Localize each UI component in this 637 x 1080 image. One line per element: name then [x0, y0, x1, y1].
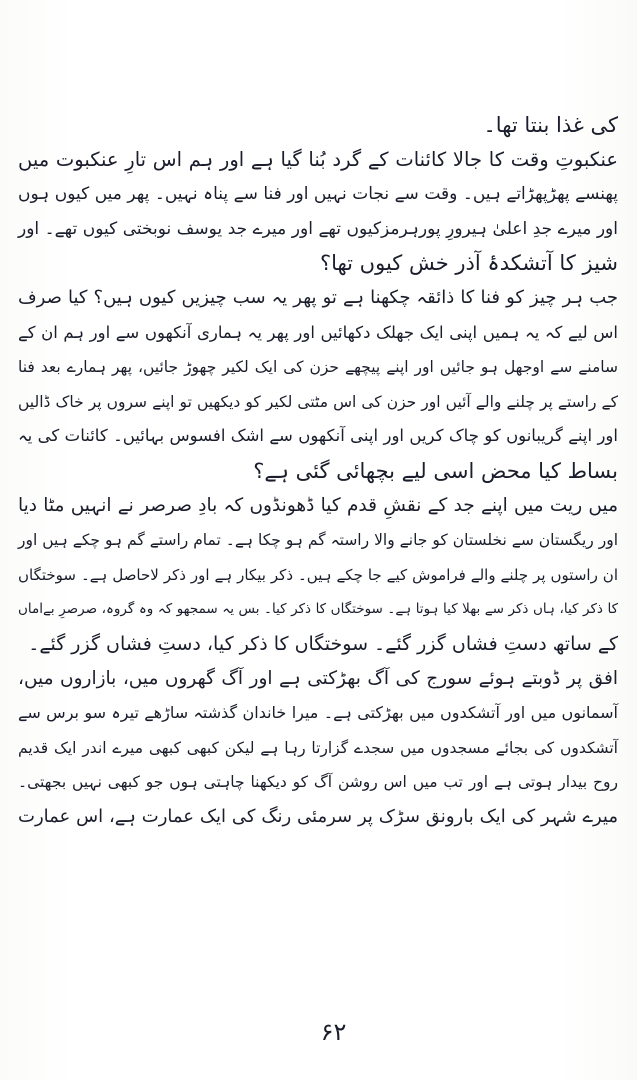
text-line: کے ساتھ دستِ فشاں گزر گئے۔ سوختگاں کا ذکر کیا، دستِ فشاں گزر گئے۔: [28, 632, 618, 655]
text-line: عنکبوتِ وقت کا جالا کائنات کے گرد بُنا گیا ہے اور ہم اس تارِ عنکبوت میں: [18, 147, 618, 171]
text-line: پھنسے پھڑپھڑاتے ہیں۔ وقت سے نجات نہیں اور فنا سے پناہ نہیں۔ پھر میں کیوں ہوں: [18, 184, 618, 205]
text-line: کی غذا بنتا تھا۔: [483, 113, 618, 137]
text-line: جب ہر چیز کو فنا کا ذائقہ چکھنا ہے تو پھر یہ سب چیزیں کیوں ہیں؟ کیا صرف: [18, 286, 618, 308]
text-line: سامنے سے اوجھل ہو جائیں اور اپنے پیچھے حزن کی ایک لکیر چھوڑ جائیں، پھر ہمارے بعد فنا: [18, 358, 618, 377]
text-line: اور ریگستان سے نخلستان کو جانے والا راستہ گم ہو چکا ہے۔ تمام راستے گم ہو چکے ہیں اور: [18, 531, 618, 550]
text-line: اور میرے جدِ اعلیٰ ہیرورِ پورہرمزکیوں تھے اور میرے جد یوسف نوبختی کیوں تھے۔ اور: [18, 218, 618, 239]
text-line: اس لیے کہ یہ ہمیں اپنی ایک جھلک دکھائیں اور پھر یہ ہماری آنکھوں سے اور ہم ان کے: [18, 322, 618, 342]
text-line: کا ذکر کیا، ہاں ذکر سے بھلا کیا ہوتا ہے۔ سوختگاں کا ذکر کیا۔ بس یہ سمجھو کہ وہ گروہ، صرصرِ بےاماں: [18, 601, 618, 618]
text-line: ان راستوں پر چلنے والے فراموش کیے جا چکے ہیں۔ ذکر بیکار ہے اور ذکر لاحاصل ہے۔ سوختگاں: [18, 565, 618, 584]
text-line: کے راستے پر چلنے والے آئیں اور حزن کی اس مٹتی لکیر کو دیکھیں تو اپنے سروں پر خاک ڈالیں: [18, 392, 618, 411]
body-text: [18, 108, 618, 834]
text-line: میرے شہر کی ایک بارونق سڑک پر سرمئی رنگ کی ایک عمارت ہے، اس عمارت: [18, 805, 618, 827]
text-line: بساط کیا محض اسی لیے بچھائی گئی ہے؟: [253, 458, 618, 483]
text-line: شیز کا آتشکدۂ آذر خش کیوں تھا؟: [319, 251, 618, 276]
text-line: افق پر ڈوبتے ہوئے سورج کی آگ بھڑکتی ہے اور آگ گھروں میں، بازاروں میں،: [18, 667, 618, 689]
text-line: روح بیدار ہوتی ہے اور تب میں اس روشن آگ کو دیکھنا چاہتی ہوں جو کبھی نہیں بجھتی۔: [18, 773, 618, 792]
text-line: اور اپنے گریبانوں کو چاک کریں اور اپنی آنکھوں سے اشک افسوس بہائیں۔ کائنات کی یہ: [18, 426, 618, 446]
page-number: ۶۲: [320, 1018, 347, 1046]
text-line: آتشکدوں کی بجائے مسجدوں میں سجدے گزارتا رہا ہے لیکن کبھی کبھی میرے اندر ایک قدیم: [18, 738, 618, 757]
text-line: آسمانوں میں اور آتشکدوں میں بھڑکتی ہے۔ میرا خاندان گذشتہ ساڑھے تیرہ سو برس سے: [18, 703, 618, 723]
text-line: میں ریت میں اپنے جد کے نقشِ قدم کیا ڈھونڈوں کہ بادِ صرصر نے انہیں مٹا دیا: [18, 494, 618, 516]
